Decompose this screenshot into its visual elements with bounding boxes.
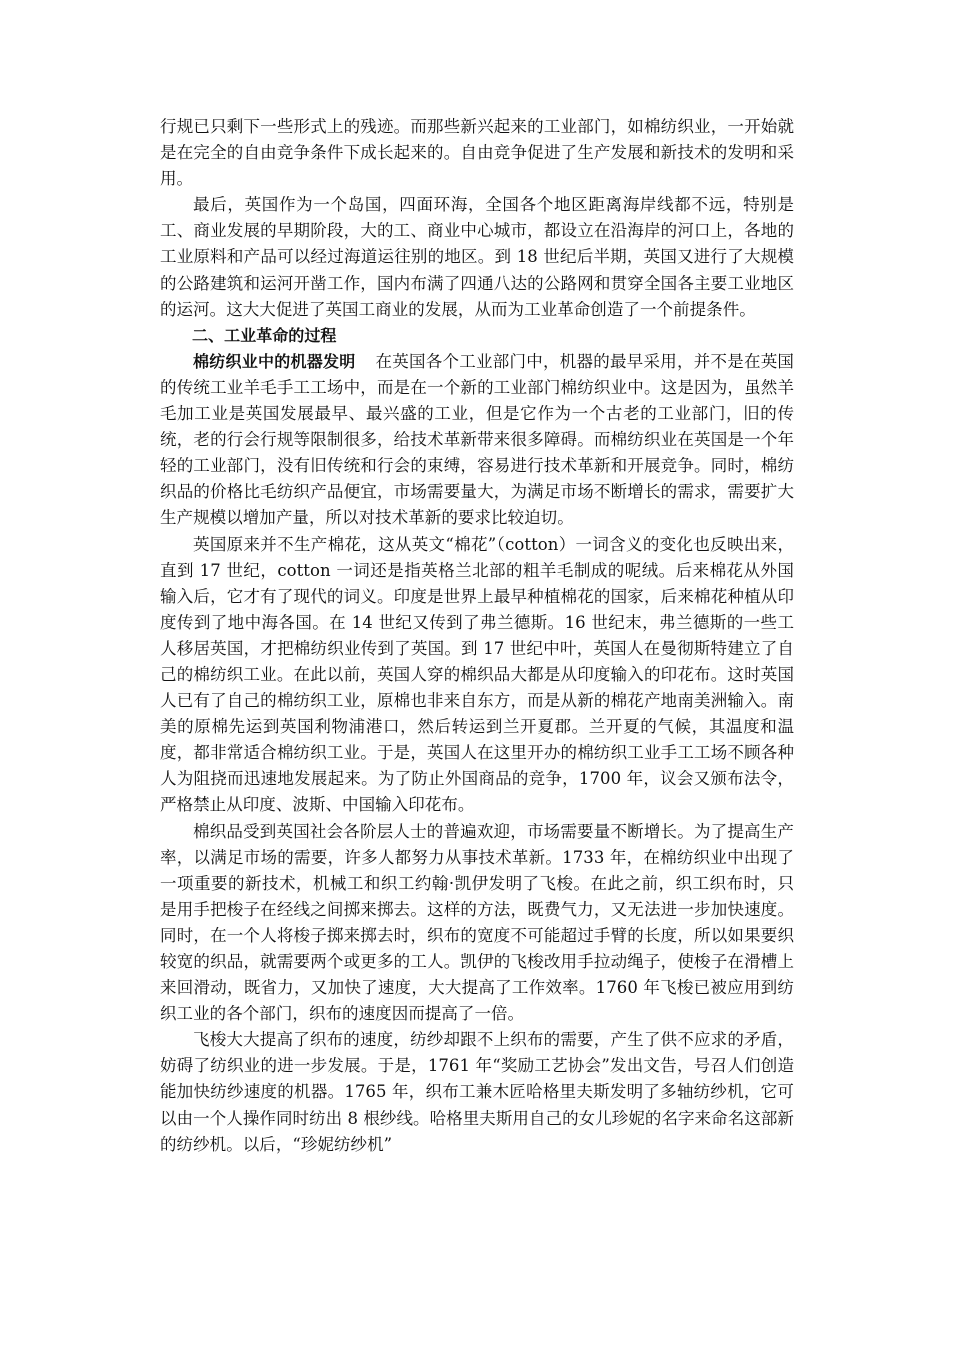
section-heading: 二、工业革命的过程 <box>192 325 337 345</box>
paragraph-cotton-intro <box>160 349 794 532</box>
paragraph-geography: 最后，英国作为一个岛国，四面环海，全国各个地区距离海岸线都不远，特别是工、商业发展的早期阶段，大的工、商业中心城市，都设立在沿海岸的河口上，各地的工业原料和产品可以经过海道运往别的地区。到 18 世纪后半期，英国又进行了大规模的公路建筑和运河开凿工作，国内布满了四通八达的公路网和贯穿全国各主要工业地区的运河。这大大促进了英国工商业的发展，从而为工业革命创造了一个前提条件。 <box>160 195 794 319</box>
paragraph-flying-shuttle: 棉织品受到英国社会各阶层人士的普遍欢迎，市场需要量不断增长。为了提高生产率，以满足市场的需要，许多人都努力从事技术革新。1733 年，在棉纺织业中出现了一项重要的新技术，机械工和织工约翰·凯伊发明了飞梭。在此之前，织工织布时，只是用手把梭子在经线之间掷来掷去。这样的方法，既费气力，又无法进一步加快速度。同时，在一个人将梭子掷来掷去时，织布的宽度不可能超过手臂的长度，所以如果要织较宽的织品，就需要两个或更多的工人。凯伊的飞梭改用手拉动绳子，使梭子在滑槽上来回滑动，既省力，又加快了速度，大大提高了工作效率。1760 年飞梭已被应用到纺织工业的各个部门，织布的速度因而提高了一倍。 <box>160 821 794 1024</box>
paragraph-spinning-jenny: 飞梭大大提高了织布的速度，纺纱却跟不上织布的需要，产生了供不应求的矛盾，妨碍了纺织业的进一步发展。于是，1761 年“奖励工艺协会”发出文告，号召人们创造能加快纺纱速度的机器。1765 年，织布工兼木匠哈格里夫斯发明了多轴纺纱机，它可以由一个人操作同时纺出 8 根纱线。哈格里夫斯用自己的女儿珍妮的名字来命名这部新的纺纱机。以后，“珍妮纺纱机” <box>160 1030 794 1154</box>
paragraph-cotton-history: 英国原来并不生产棉花，这从英文“棉花”（cotton）一词含义的变化也反映出来，直到 17 世纪，cotton 一词还是指英格兰北部的粗羊毛制成的呢绒。后来棉花从外国输入后，它才有了现代的词义。印度是世界上最早种植棉花的国家，后来棉花种植从印度传到了地中海各国。在 14 世纪又传到了弗兰德斯。16 世纪末，弗兰德斯的一些工人移居英国，才把棉纺织业传到了英国。到 17 世纪中叶，英国人在曼彻斯特建立了自己的棉纺织工业。在此以前，英国人穿的棉织品大都是从印度输入的印花布。这时英国人已有了自己的棉纺织工业，原棉也非来自东方，而是从新的棉花产地南美洲输入。南美的原棉先运到英国利物浦港口，然后转运到兰开夏郡。兰开夏的气候，其温度和温度，都非常适合棉纺织工业。于是，英国人在这里开办的棉纺织工业手工工场不顾各种人为阻挠而迅速地发展起来。为了防止外国商品的竞争，1700 年，议会又颁布法令，严格禁止从印度、波斯、中国输入印花布。 <box>160 534 794 815</box>
paragraph-cotton-intro-text: 在英国各个工业部门中，机器的最早采用，并不是在英国的传统工业羊毛手工工场中，而是在一个新的工业部门棉纺织业中。这是因为，虽然羊毛加工业是英国发展最早、最兴盛的工业，但是它作为一个古老的工业部门，旧的传统，老的行会行规等限制很多，给技术革新带来很多障碍。而棉纺织业在英国是一个年轻的工业部门，没有旧传统和行会的束缚，容易进行技术革新和开展竞争。同时，棉纺织品的价格比毛纺织产品便宜，市场需要量大，为满足市场不断增长的需求，需要扩大生产规模以增加产量，所以对技术革新的要求比较迫切。 <box>160 351 794 528</box>
document-page <box>160 114 794 1158</box>
paragraph-continued: 行规已只剩下一些形式上的残迹。而那些新兴起来的工业部门，如棉纺织业，一开始就是在完全的自由竞争条件下成长起来的。自由竞争促进了生产发展和新技术的发明和采用。 <box>160 117 794 189</box>
subsection-title: 棉纺织业中的机器发明 <box>193 351 356 371</box>
